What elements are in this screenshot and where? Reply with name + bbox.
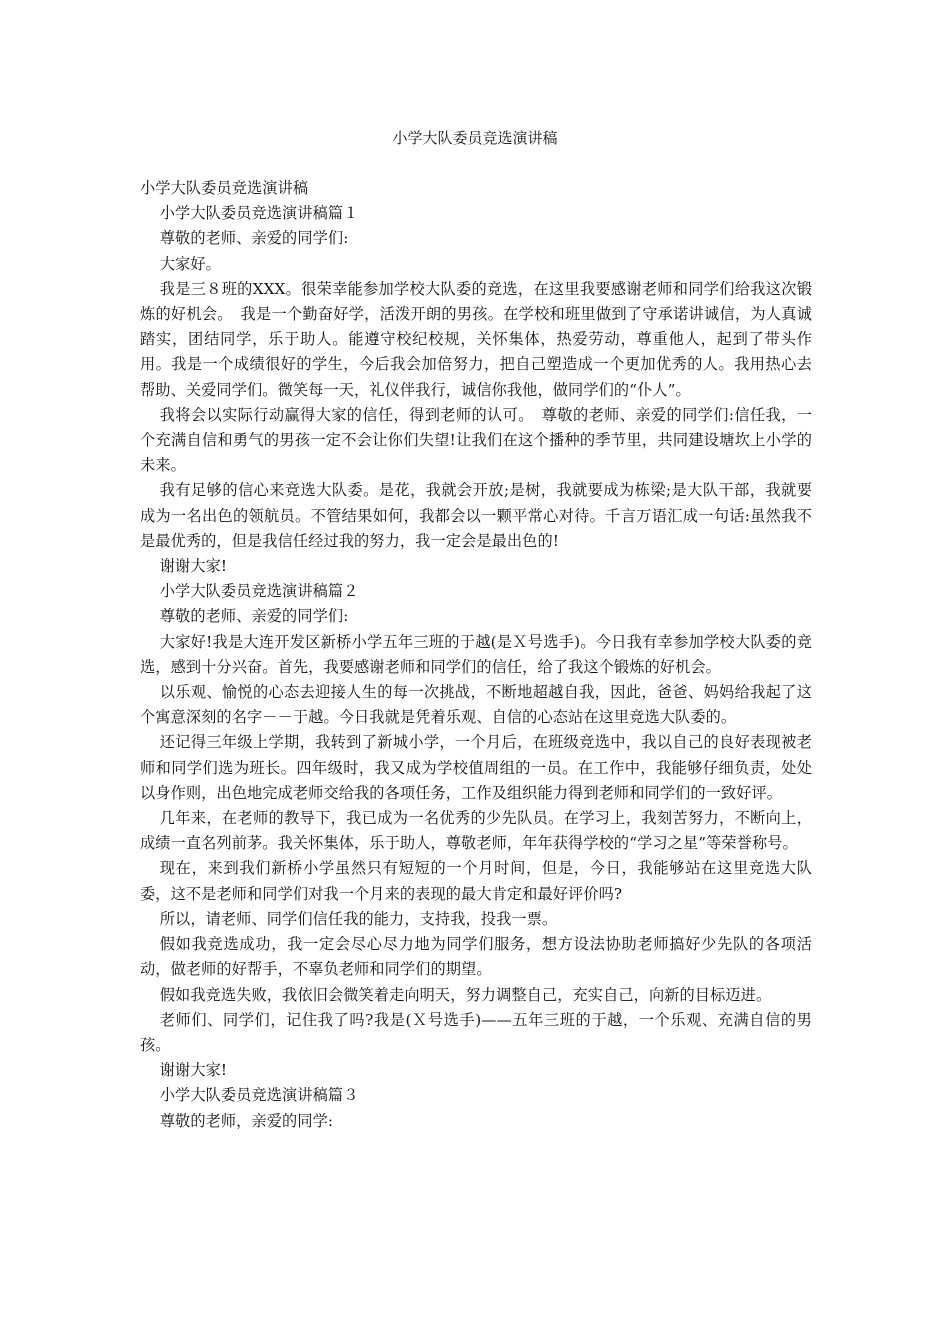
paragraph: 假如我竞选成功，我一定会尽心尽力地为同学们服务，想方设法协助老师搞好少先队的各项活动，做老师的好帮手，不辜负老师和同学们的期望。 xyxy=(140,935,812,979)
paragraph: 几年来，在老师的教导下，我已成为一名优秀的少先队员。在学习上，我刻苦努力，不断向上，成绩一直名列前茅。我关怀集体，乐于助人，尊敬老师，年年获得学校的“学习之星”等荣誉称号。 xyxy=(140,809,812,853)
paragraph: 大家好!我是大连开发区新桥小学五年三班的于越(是Ｘ号选手)。今日我有幸参加学校大队委的竞选，感到十分兴奋。首先，我要感谢老师和同学们的信任，给了我这个锻炼的好机会。 xyxy=(140,632,812,676)
paragraph: 老师们、同学们，记住我了吗?我是(Ｘ号选手)——五年三班的于越，一个乐观、充满自信的男孩。 xyxy=(140,1010,812,1054)
paragraph: 所以，请老师、同学们信任我的能力，支持我，投我一票。 xyxy=(159,909,558,928)
paragraph: 现在，来到我们新桥小学虽然只有短短的一个月时间，但是，今日，我能够站在这里竞选大队委，这不是老师和同学们对我一个月来的表现的最大肯定和最好评价吗? xyxy=(140,859,812,903)
paragraph: 我是三８班的XXX。很荣幸能参加学校大队委的竞选，在这里我要感谢老师和同学们给我这次锻炼的好机会。 我是一个勤奋好学，活泼开朗的男孩。在学校和班里做到了守承诺讲诚信，为人真诚踏实，团结同学，乐于助人。能遵守校纪校规，关怀集体，热爱劳动，尊重他人，起到了带头作用。我是一个成绩很好的学生，今后我会加倍努力，把自己塑造成一个更加优秀的人。我用热心去帮助、关爱同学们。微笑每一天，礼仪伴我行，诚信你我他，做同学们的“仆人”。 xyxy=(140,279,812,399)
greeting: 大家好。 xyxy=(159,254,221,273)
document-title: 小学大队委员竞选演讲稿 xyxy=(392,129,558,147)
section-heading-2: 小学大队委员竞选演讲稿篇２ xyxy=(159,582,359,601)
salutation: 尊敬的老师、亲爱的同学们: xyxy=(159,229,349,248)
section-heading-3: 小学大队委员竞选演讲稿篇３ xyxy=(159,1086,359,1105)
salutation: 尊敬的老师、亲爱的同学们: xyxy=(159,607,349,626)
document-body xyxy=(140,176,812,1134)
salutation: 尊敬的老师，亲爱的同学: xyxy=(159,1111,334,1130)
paragraph: 还记得三年级上学期，我转到了新城小学，一个月后，在班级竞选中，我以自己的良好表现被老师和同学们选为班长。四年级时，我又成为学校值周组的一员。在工作中，我能够仔细负责，处处以身作则，出色地完成老师交给我的各项任务，工作及组织能力得到老师和同学们的一致好评。 xyxy=(140,733,812,802)
paragraph: 以乐观、愉悦的心态去迎接人生的每一次挑战，不断地超越自我，因此，爸爸、妈妈给我起了这个寓意深刻的名字－－于越。今日我就是凭着乐观、自信的心态站在这里竞选大队委的。 xyxy=(140,683,812,727)
paragraph: 我将会以实际行动赢得大家的信任，得到老师的认可。 尊敬的老师、亲爱的同学们:信任我，一个充满自信和勇气的男孩一定不会让你们失望!让我们在这个播种的季节里，共同建设塘坎上小学的未来。 xyxy=(140,405,812,475)
closing: 谢谢大家! xyxy=(159,557,228,576)
closing: 谢谢大家! xyxy=(159,1061,228,1080)
paragraph: 假如我竞选失败，我依旧会微笑着走向明天，努力调整自己，充实自己，向新的目标迈进。 xyxy=(159,985,772,1004)
paragraph: 小学大队委员竞选演讲稿 xyxy=(140,179,309,197)
section-heading-1: 小学大队委员竞选演讲稿篇１ xyxy=(159,204,359,223)
paragraph: 我有足够的信心来竞选大队委。是花，我就会开放;是树，我就要成为栋梁;是大队干部，我就要成为一名出色的领航员。不管结果如何，我都会以一颗平常心对待。千言万语汇成一句话:虽然我不是最优秀的，但是我信任经过我的努力，我一定会是最出色的! xyxy=(140,481,812,550)
